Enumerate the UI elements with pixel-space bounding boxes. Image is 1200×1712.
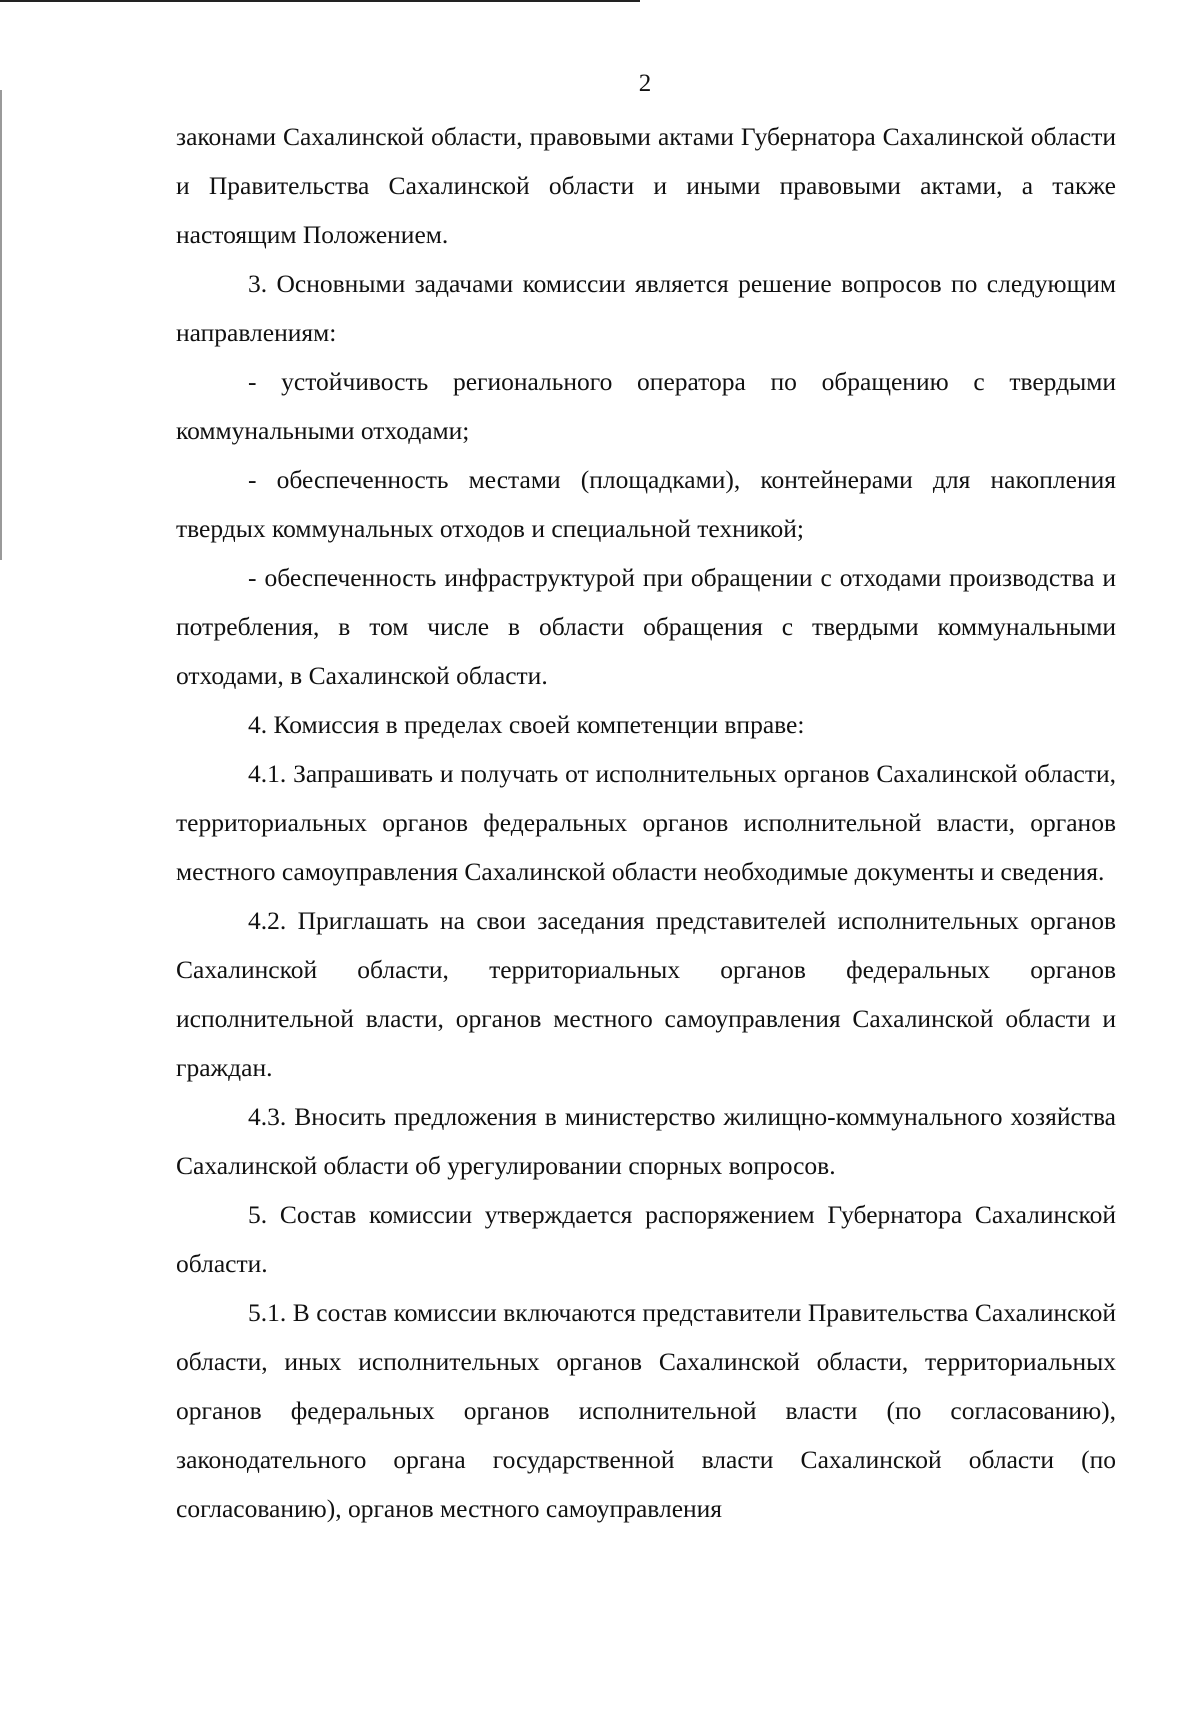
scan-top-rule	[0, 0, 640, 2]
paragraph-3-main-tasks: 3. Основными задачами комиссии является решение вопросов по следующим направлениям:	[176, 269, 1116, 347]
paragraph-task-infrastructure: - обеспеченность инфраструктурой при обращении с отходами производства и потребления, в том числе в области обращения с твердыми коммунальными отходами, в Сахалинской области.	[176, 563, 1116, 690]
paragraph-5-commission-composition: 5. Состав комиссии утверждается распоряжением Губернатора Сахалинской области.	[176, 1200, 1116, 1278]
paragraph-5-1-commission-members: 5.1. В состав комиссии включаются представители Правительства Сахалинской области, иных исполнительных органов Сахалинской области, территориальных органов федеральных органов исполнительной власти (по согласованию), законодательного органа государственной власти Сахалинской области (по согласованию), органов местного самоуправления	[176, 1298, 1116, 1523]
paragraph-4-2-invite-representatives: 4.2. Приглашать на свои заседания представителей исполнительных органов Сахалинской области, территориальных органов федеральных органов исполнительной власти, органов местного самоуправления Сахалинской области и граждан.	[176, 906, 1116, 1082]
paragraph-task-operator-stability: - устойчивость регионального оператора по обращению с твердыми коммунальными отходами;	[176, 367, 1116, 445]
paragraph-task-sites-containers: - обеспеченность местами (площадками), контейнерами для накопления твердых коммунальных отходов и специальной техникой;	[176, 465, 1116, 543]
paragraph-legal-basis-continued: законами Сахалинской области, правовыми актами Губернатора Сахалинской области и Правительства Сахалинской области и иными правовыми актами, а также настоящим Положением.	[176, 122, 1116, 249]
document-body	[176, 112, 1116, 1533]
scan-left-edge	[0, 90, 2, 560]
paragraph-4-1-request-documents: 4.1. Запрашивать и получать от исполнительных органов Сахалинской области, территориальных органов федеральных органов исполнительной власти, органов местного самоуправления Сахалинской области необходимые документы и сведения.	[176, 759, 1116, 886]
paragraph-4-3-submit-proposals: 4.3. Вносить предложения в министерство жилищно-коммунального хозяйства Сахалинской области об урегулировании спорных вопросов.	[176, 1102, 1116, 1180]
page-number: 2	[638, 70, 652, 97]
paragraph-4-commission-rights: 4. Комиссия в пределах своей компетенции вправе:	[248, 710, 805, 739]
